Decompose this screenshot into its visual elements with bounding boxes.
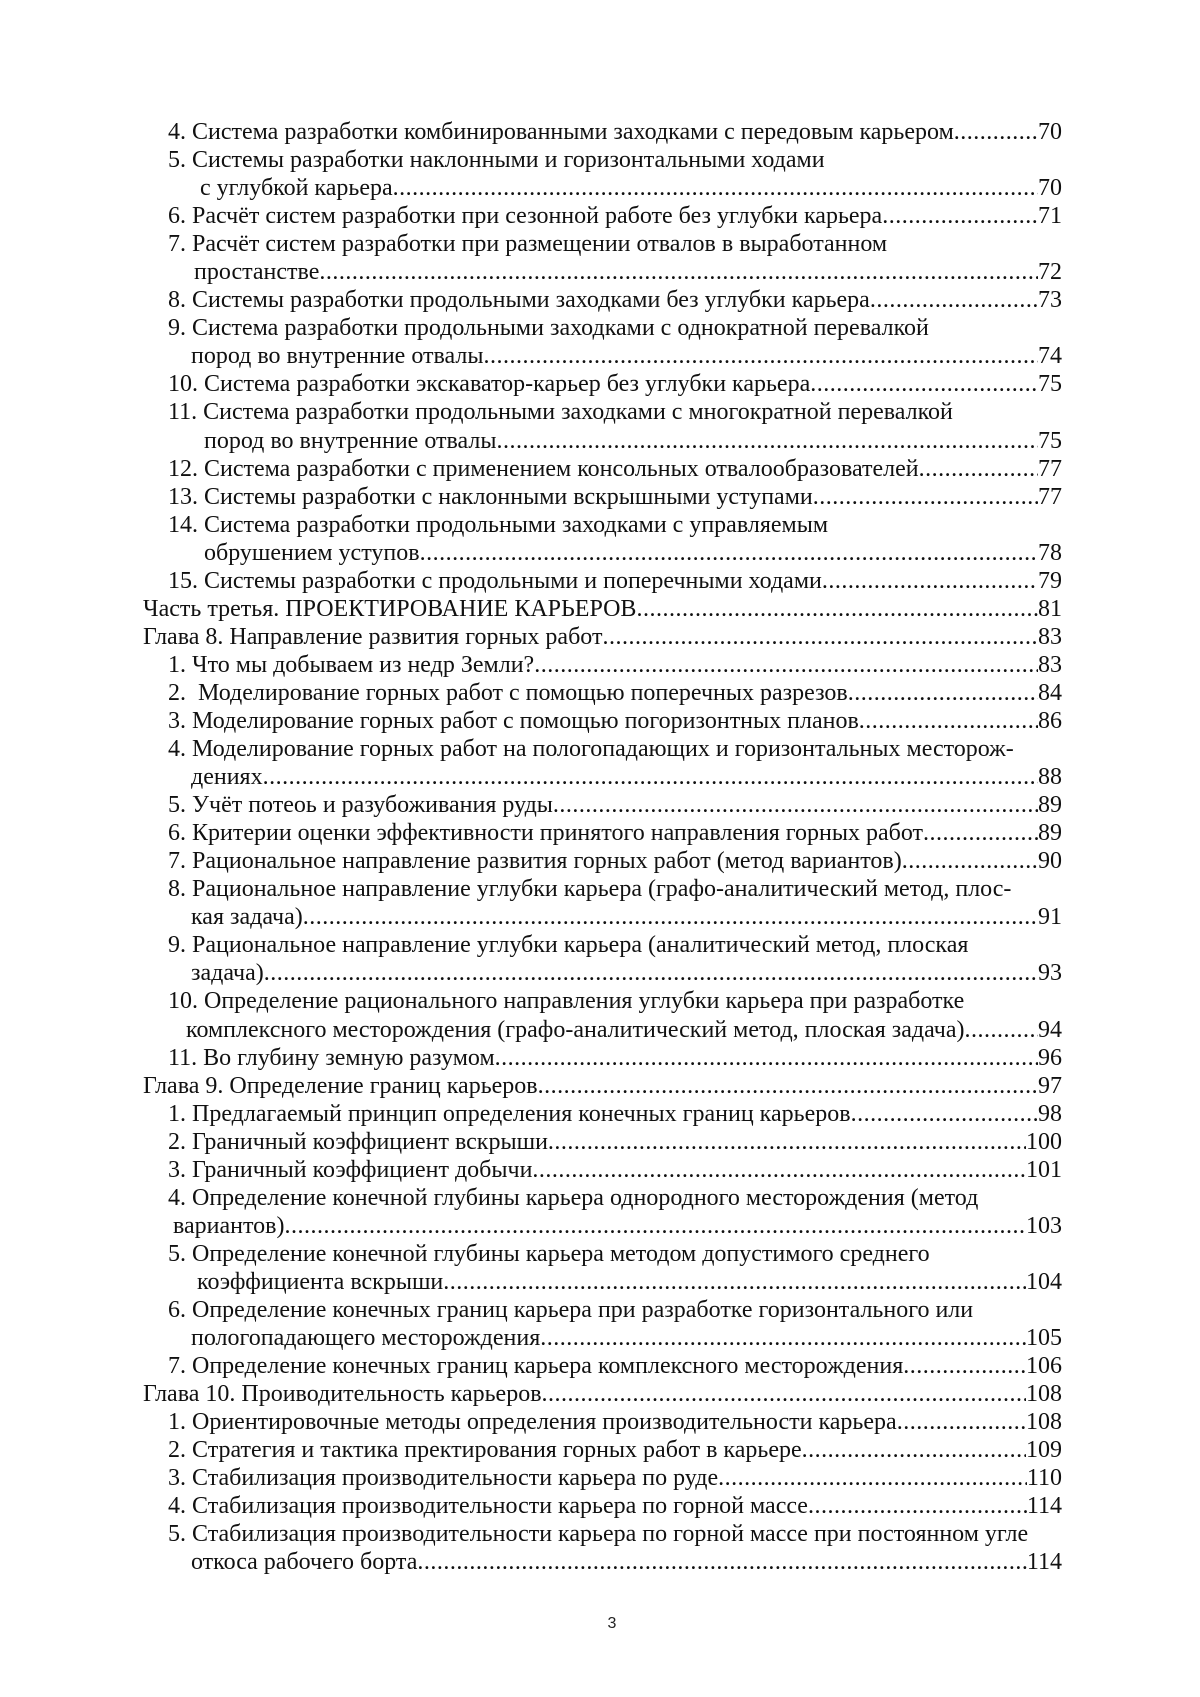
dot-leader: ........................................................................... bbox=[542, 1380, 1026, 1408]
toc-entry bbox=[0, 791, 1062, 819]
dot-leader: ............................................................................ bbox=[532, 1156, 1026, 1184]
toc-entry-title: 11. Во глубину земную разумом bbox=[168, 1044, 495, 1072]
toc-page-number: 98 bbox=[1038, 1100, 1062, 1128]
toc-entry-title: 14. Система разработки продольными заходками с управляемым bbox=[168, 511, 828, 539]
toc-page-number: 83 bbox=[1038, 651, 1062, 679]
toc-entry-title: простанстве bbox=[194, 258, 319, 286]
toc-entry bbox=[0, 455, 1062, 483]
toc-entry-title: 4. Определение конечной глубины карьера однородного месторождения (метод bbox=[168, 1184, 978, 1212]
toc-entry-title: с углубкой карьера bbox=[200, 174, 393, 202]
toc-entry-title: 1. Предлагаемый принцип определения конечных границ карьеров bbox=[168, 1100, 851, 1128]
toc-page-number: 72 bbox=[1038, 258, 1062, 286]
toc-entry bbox=[0, 735, 1062, 763]
dot-leader: ............................................................. bbox=[636, 595, 1038, 623]
toc-entry-title: обрушением уступов bbox=[204, 539, 420, 567]
toc-entry bbox=[0, 1044, 1062, 1072]
toc-page-number: 77 bbox=[1038, 455, 1062, 483]
dot-leader: ................................................................................................... bbox=[393, 174, 1038, 202]
toc-entry bbox=[0, 118, 1062, 146]
dot-leader: ............................. bbox=[848, 679, 1038, 707]
toc-page-number: 71 bbox=[1038, 202, 1062, 230]
toc-entry-title: 11. Система разработки продольными заходками с многократной перевалкой bbox=[168, 398, 953, 426]
toc-entry-continuation bbox=[0, 1212, 1062, 1240]
toc-page-number: 79 bbox=[1038, 567, 1062, 595]
toc-entry-title: вариантов) bbox=[173, 1212, 285, 1240]
toc-entry-title: 1. Что мы добываем из недр Земли? bbox=[168, 651, 534, 679]
toc-page-number: 77 bbox=[1038, 483, 1062, 511]
toc-entry-continuation bbox=[0, 342, 1062, 370]
dot-leader: ..................... bbox=[902, 847, 1038, 875]
toc-entry-continuation bbox=[0, 903, 1062, 931]
dot-leader: ............................................................................. bbox=[538, 1072, 1038, 1100]
dot-leader: .................. bbox=[919, 455, 1038, 483]
toc-entry-title: пологопадающего месторождения bbox=[191, 1324, 540, 1352]
toc-entry-continuation bbox=[0, 1016, 1062, 1044]
dot-leader: ............. bbox=[954, 118, 1038, 146]
dot-leader: .................. bbox=[903, 1352, 1026, 1380]
toc-entry bbox=[0, 1156, 1062, 1184]
toc-page-number: 114 bbox=[1027, 1492, 1062, 1520]
dot-leader: ..................................... bbox=[813, 483, 1038, 511]
toc-entry-continuation bbox=[0, 427, 1062, 455]
dot-leader: ........................ bbox=[882, 202, 1038, 230]
toc-page-number: 86 bbox=[1038, 707, 1062, 735]
toc-entry bbox=[0, 230, 1062, 258]
toc-entry bbox=[0, 1240, 1062, 1268]
toc-entry bbox=[0, 1100, 1062, 1128]
dot-leader: ................................................................................................................. bbox=[303, 903, 1038, 931]
dot-leader: .................................................................................................................. bbox=[285, 1212, 1026, 1240]
toc-page-number: 106 bbox=[1026, 1352, 1062, 1380]
toc-entry bbox=[0, 370, 1062, 398]
toc-entry-continuation bbox=[0, 258, 1062, 286]
toc-entry bbox=[0, 1352, 1062, 1380]
table-of-contents bbox=[0, 118, 1062, 1576]
dot-leader: ..................................................................................... bbox=[483, 342, 1038, 370]
toc-page-number: 84 bbox=[1038, 679, 1062, 707]
toc-entry-title: Глава 10. Проиводительность карьеров bbox=[143, 1380, 542, 1408]
toc-page-number: 78 bbox=[1038, 539, 1062, 567]
toc-entry-title: 5. Системы разработки наклонными и горизонтальными ходами bbox=[168, 146, 825, 174]
toc-entry-title: Глава 8. Направление развития горных работ bbox=[143, 623, 602, 651]
toc-entry-continuation bbox=[0, 763, 1062, 791]
toc-entry-title: 5. Определение конечной глубины карьера методом допустимого среднего bbox=[168, 1240, 930, 1268]
toc-entry-title: 4. Система разработки комбинированными заходками с передовым карьером bbox=[168, 118, 954, 146]
toc-page-number: 70 bbox=[1038, 118, 1062, 146]
page-number: 3 bbox=[0, 1615, 1200, 1633]
toc-entry-title: 2. Граничный коэффициент вскрыши bbox=[168, 1128, 548, 1156]
toc-entry bbox=[0, 398, 1062, 426]
dot-leader: ................................................................................................................ bbox=[319, 258, 1038, 286]
toc-page-number: 108 bbox=[1026, 1408, 1062, 1436]
toc-entry bbox=[0, 679, 1062, 707]
toc-entry-title: откоса рабочего борта bbox=[191, 1548, 417, 1576]
toc-entry-title: 10. Система разработки экскаватор-карьер без углубки карьера bbox=[168, 370, 810, 398]
toc-page-number: 89 bbox=[1038, 791, 1062, 819]
toc-entry bbox=[0, 1492, 1062, 1520]
toc-entry-title: дениях bbox=[191, 763, 263, 791]
toc-entry bbox=[0, 1436, 1062, 1464]
toc-entry-title: 10. Определение рационального направления углубки карьера при разработке bbox=[168, 987, 964, 1015]
toc-entry-title: Часть третья. ПРОЕКТИРОВАНИЕ КАРЬЕРОВ bbox=[143, 595, 636, 623]
toc-page-number: 109 bbox=[1026, 1436, 1062, 1464]
toc-entry-title: 7. Рациональное направление развития горных работ (метод вариантов) bbox=[168, 847, 902, 875]
toc-entry bbox=[0, 314, 1062, 342]
toc-entry-title: 3. Граничный коэффициент добычи bbox=[168, 1156, 532, 1184]
toc-entry bbox=[0, 146, 1062, 174]
toc-page-number: 94 bbox=[1038, 1016, 1062, 1044]
toc-entry-title: 5. Учёт потеоь и разубоживания руды bbox=[168, 791, 553, 819]
toc-page-number: 88 bbox=[1038, 763, 1062, 791]
toc-page-number: 81 bbox=[1038, 595, 1062, 623]
toc-entry-title: Глава 9. Определение границ карьеров bbox=[143, 1072, 538, 1100]
dot-leader: .................... bbox=[897, 1408, 1026, 1436]
toc-entry-title: пород во внутренние отвалы bbox=[191, 342, 483, 370]
dot-leader: ..................................... bbox=[802, 1436, 1026, 1464]
toc-entry-continuation bbox=[0, 1324, 1062, 1352]
toc-entry-title: коэффициента вскрыши bbox=[197, 1268, 443, 1296]
toc-entry bbox=[0, 1128, 1062, 1156]
toc-entry bbox=[0, 875, 1062, 903]
toc-entry bbox=[0, 1184, 1062, 1212]
toc-entry-title: 1. Ориентировочные методы определения производительности карьера bbox=[168, 1408, 897, 1436]
toc-entry bbox=[0, 483, 1062, 511]
toc-page-number: 89 bbox=[1038, 819, 1062, 847]
toc-chapter-entry bbox=[0, 1380, 1062, 1408]
toc-page-number: 110 bbox=[1027, 1464, 1062, 1492]
toc-page-number: 96 bbox=[1038, 1044, 1062, 1072]
toc-page-number: 103 bbox=[1026, 1212, 1062, 1240]
toc-entry-title: 8. Системы разработки продольными заходками без углубки карьера bbox=[168, 286, 870, 314]
toc-entry bbox=[0, 1296, 1062, 1324]
toc-entry-title: 9. Система разработки продольными заходками с однократной перевалкой bbox=[168, 314, 929, 342]
toc-entry bbox=[0, 651, 1062, 679]
dot-leader: ................................................................... bbox=[602, 623, 1038, 651]
toc-page-number: 100 bbox=[1026, 1128, 1062, 1156]
toc-entry bbox=[0, 511, 1062, 539]
toc-entry-title: задача) bbox=[191, 959, 264, 987]
toc-page-number: 73 bbox=[1038, 286, 1062, 314]
dot-leader: ........................... bbox=[859, 707, 1038, 735]
toc-page-number: 75 bbox=[1038, 370, 1062, 398]
dot-leader: ............................................................................................... bbox=[420, 539, 1038, 567]
toc-entry-title: 6. Расчёт систем разработки при сезонной работе без углубки карьера bbox=[168, 202, 882, 230]
toc-entry-title: 7. Расчёт систем разработки при размещении отвалов в выработанном bbox=[168, 230, 887, 258]
toc-entry-title: комплексного месторождения (графо-аналитический метод, плоская задача) bbox=[186, 1016, 965, 1044]
toc-entry-title: 13. Системы разработки с наклонными вскрышными уступами bbox=[168, 483, 813, 511]
toc-entry bbox=[0, 847, 1062, 875]
dot-leader: ......................................................................................... bbox=[443, 1268, 1026, 1296]
dot-leader: ............................................... bbox=[718, 1464, 1027, 1492]
dot-leader: ....................................................................................................................... bbox=[264, 959, 1038, 987]
toc-entry-title: 6. Критерии оценки эффективности принятого направления горных работ bbox=[168, 819, 923, 847]
toc-entry-title: кая задача) bbox=[191, 903, 303, 931]
dot-leader: ..................................... bbox=[808, 1492, 1027, 1520]
toc-page-number: 91 bbox=[1038, 903, 1062, 931]
toc-entry-title: 6. Определение конечных границ карьера при разработке горизонтального или bbox=[168, 1296, 973, 1324]
toc-page-number: 93 bbox=[1038, 959, 1062, 987]
toc-page-number: 108 bbox=[1026, 1380, 1062, 1408]
toc-page-number: 83 bbox=[1038, 623, 1062, 651]
toc-entry-continuation bbox=[0, 1548, 1062, 1576]
dot-leader: ........................................................................... bbox=[540, 1324, 1026, 1352]
toc-entry-title: 2. Стратегия и тактика пректирования горных работ в карьере bbox=[168, 1436, 802, 1464]
toc-entry-continuation bbox=[0, 1268, 1062, 1296]
toc-entry-title: 2. Моделирование горных работ с помощью поперечных разрезов bbox=[168, 679, 848, 707]
toc-page-number: 75 bbox=[1038, 427, 1062, 455]
dot-leader: .................. bbox=[923, 819, 1038, 847]
toc-entry bbox=[0, 819, 1062, 847]
toc-page-number: 97 bbox=[1038, 1072, 1062, 1100]
toc-entry-title: 5. Стабилизация производительности карьера по горной массе при постоянном угле bbox=[168, 1520, 1028, 1548]
dot-leader: ........... bbox=[965, 1016, 1039, 1044]
toc-entry bbox=[0, 931, 1062, 959]
toc-entry-title: 8. Рациональное направление углубки карьера (графо-аналитический метод, плос- bbox=[168, 875, 1011, 903]
toc-entry-title: 3. Моделирование горных работ с помощью погоризонтных планов bbox=[168, 707, 859, 735]
toc-page-number: 90 bbox=[1038, 847, 1062, 875]
toc-page-number: 114 bbox=[1027, 1548, 1062, 1576]
toc-page-number: 104 bbox=[1026, 1268, 1062, 1296]
toc-entry bbox=[0, 1520, 1062, 1548]
toc-entry bbox=[0, 707, 1062, 735]
toc-entry-title: 15. Системы разработки с продольными и поперечными ходами bbox=[168, 567, 822, 595]
toc-entry bbox=[0, 1408, 1062, 1436]
dot-leader: .................................................................................... bbox=[496, 427, 1038, 455]
dot-leader: ......................... bbox=[870, 286, 1038, 314]
toc-entry-title: 9. Рациональное направление углубки карьера (аналитический метод, плоская bbox=[168, 931, 968, 959]
toc-entry bbox=[0, 202, 1062, 230]
toc-chapter-entry bbox=[0, 623, 1062, 651]
dot-leader: ..................................... bbox=[810, 370, 1038, 398]
toc-entry-title: 12. Система разработки с применением консольных отвалообразователей bbox=[168, 455, 919, 483]
dot-leader: .................................................................................... bbox=[495, 1044, 1038, 1072]
dot-leader: ........................................................................... bbox=[553, 791, 1038, 819]
toc-entry-continuation bbox=[0, 174, 1062, 202]
toc-chapter-entry bbox=[0, 595, 1062, 623]
toc-chapter-entry bbox=[0, 1072, 1062, 1100]
toc-entry-title: 3. Стабилизация производительности карьера по руде bbox=[168, 1464, 718, 1492]
dot-leader: ............................................................................. bbox=[534, 651, 1038, 679]
toc-entry-continuation bbox=[0, 539, 1062, 567]
dot-leader: ................................. bbox=[822, 567, 1038, 595]
toc-entry bbox=[0, 987, 1062, 1015]
dot-leader: ........................................................................... bbox=[548, 1128, 1026, 1156]
toc-entry bbox=[0, 1464, 1062, 1492]
toc-page-number: 74 bbox=[1038, 342, 1062, 370]
toc-page-number: 101 bbox=[1026, 1156, 1062, 1184]
dot-leader: ....................................................................................................................... bbox=[263, 763, 1038, 791]
dot-leader: ............................. bbox=[851, 1100, 1038, 1128]
dot-leader: ............................................................................................. bbox=[417, 1548, 1027, 1576]
toc-entry bbox=[0, 567, 1062, 595]
toc-entry-title: 4. Стабилизация производительности карьера по горной массе bbox=[168, 1492, 808, 1520]
toc-entry-title: 7. Определение конечных границ карьера комплексного месторождения bbox=[168, 1352, 903, 1380]
toc-entry-continuation bbox=[0, 959, 1062, 987]
toc-page-number: 70 bbox=[1038, 174, 1062, 202]
toc-page-number: 105 bbox=[1026, 1324, 1062, 1352]
toc-entry-title: 4. Моделирование горных работ на пологопадающих и горизонтальных месторож- bbox=[168, 735, 1014, 763]
toc-entry-title: пород во внутренние отвалы bbox=[204, 427, 496, 455]
toc-entry bbox=[0, 286, 1062, 314]
